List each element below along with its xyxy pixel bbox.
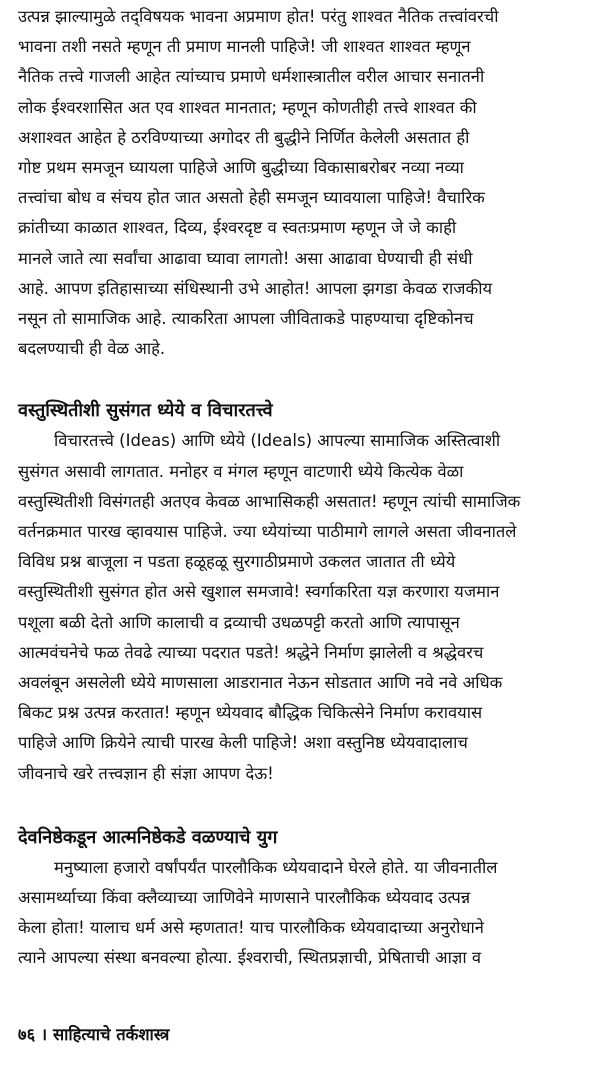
text-line: पशूला बळी देतो आणि कालाची व द्रव्याची उधळपट्टी करतो आणि त्यापासून [18,612,460,632]
text-line: आहे. आपण इतिहासाच्या संधिस्थानी उभे आहोत! आपला झगडा केवळ राजकीय [18,278,493,298]
section-heading: देवनिष्ठेकडून आत्मनिष्ठेकडे वळण्याचे युग [18,826,278,848]
text-line: नसून तो सामाजिक आहे. त्याकरिता आपला जीविताकडे पाहण्याचा दृष्टिकोनच [18,309,474,329]
text-line: क्रांतीच्या काळात शाश्वत, दिव्य, ईश्वरदृष्ट व स्वतःप्रमाण म्हणून जे जे काही [18,218,457,238]
text-line: मानले जाते त्या सर्वांचा आढावा घ्यावा लागतो! असा आढावा घेण्याची ही संधी [18,248,473,268]
text-line: मनुष्याला हजारो वर्षांपर्यंत पारलौकिक ध्येयवादाने घेरले होते. या जीवनातील [54,857,498,877]
text-line: असामर्थ्याच्या किंवा क्लैव्याच्या जाणिवेने माणसाने पारलौकिक ध्येयवाद उत्पन्न [18,888,471,908]
text-line: उत्पन्न झाल्यामुळे तद्‌विषयक भावना अप्रमाण होत! परंतु शाश्वत नैतिक तत्त्वांवरची [18,7,499,26]
text-line: पाहिजे आणि क्रियेने त्याची पारख केली पाहिजे! अशा वस्तुनिष्ठ ध्येयवादालाच [18,733,468,753]
text-line: बदलण्याची ही वेळ आहे. [18,339,166,359]
text-line: विचारतत्त्वे (Ideas) आणि ध्येये (Ideals) आपल्या सामाजिक अस्तित्वाशी [54,431,501,451]
text-line: सुसंगत असावी लागतात. मनोहर व मंगल म्हणून वाटणारी ध्येये कित्येक वेळा [18,461,464,481]
text-line: अवलंबून असलेली ध्येये माणसाला आडरानात नेऊन सोडतात आणि नवे नवे अधिक [18,673,503,693]
text-line: तत्त्वांचा बोध व संचय होत जात असतो हेही समजून घ्यावयाला पाहिजे! वैचारिक [18,188,485,208]
text-line: विविध प्रश्न बाजूला न पडता हळूहळू सुरगाठीप्रमाणे उकलत जातात ती ध्येये [18,552,456,572]
text-line: अशाश्वत आहेत हे ठरविण्याच्या अगोदर ती बुद्धीने निर्णित केलेली असतात ही [18,127,470,147]
section1-paragraph [18,426,586,788]
text-line: आत्मवंचनेचे फळ तेवढे त्याच्या पदरात पडते! श्रद्धेने निर्माण झालेली व श्रद्धेवरच [18,642,484,662]
footer-separator: । [40,1025,48,1044]
text-line: वस्तुस्थितीशी विसंगतही अतएव केवळ आभासिकही असतात! म्हणून त्यांची सामाजिक [18,491,521,511]
text-line: वर्तनक्रमात पारख व्हावयास पाहिजे. ज्या ध्येयांच्या पाठीमागे लागले असता जीवनातले [18,522,517,542]
book-title: साहित्याचे तर्कशास्त्र [52,1025,170,1044]
text-line: गोष्ट प्रथम समजून घ्यायला पाहिजे आणि बुद्धीच्या विकासाबरोबर नव्या नव्या [18,158,464,178]
text-line: जीवनाचे खरे तत्त्वज्ञान ही संज्ञा आपण देऊ! [18,763,274,783]
text-line: बिकट प्रश्न उत्पन्न करतात! म्हणून ध्येयवाद बौद्धिक चिकित्सेने निर्माण करावयास [18,703,483,723]
text-line: भावना तशी नसते म्हणून ती प्रमाण मानली पाहिजे! जी शाश्वत शाश्वत म्हणून [18,37,471,57]
text-line: त्याने आपल्या संस्था बनवल्या होत्या. ईश्वराची, स्थितप्रज्ञाची, प्रेषिताची आज्ञा व [18,948,482,968]
text-line: वस्तुस्थितीशी सुसंगत होत असे खुशाल समजावे! स्वर्गाकरिता यज्ञ करणारा यजमान [18,582,500,602]
page-number: ७६ [18,1025,36,1044]
page-footer [18,1022,169,1045]
text-line: लोक ईश्वरशासित अत एव शाश्वत मानतात; म्हणून कोणतीही तत्त्वे शाश्वत की [18,97,477,117]
intro-paragraph [18,2,586,364]
section2-paragraph [18,853,586,974]
text-line: केला होता! यालाच धर्म असे म्हणतात! याच पारलौकिक ध्येयवादाच्या अनुरोधाने [18,918,484,938]
text-line: नैतिक तत्त्वे गाजली आहेत त्यांच्याच प्रमाणे धर्मशास्त्रातील वरील आचार सनातनी [18,67,485,87]
section-heading: वस्तुस्थितीशी सुसंगत ध्येये व विचारतत्त्वे [18,400,273,422]
